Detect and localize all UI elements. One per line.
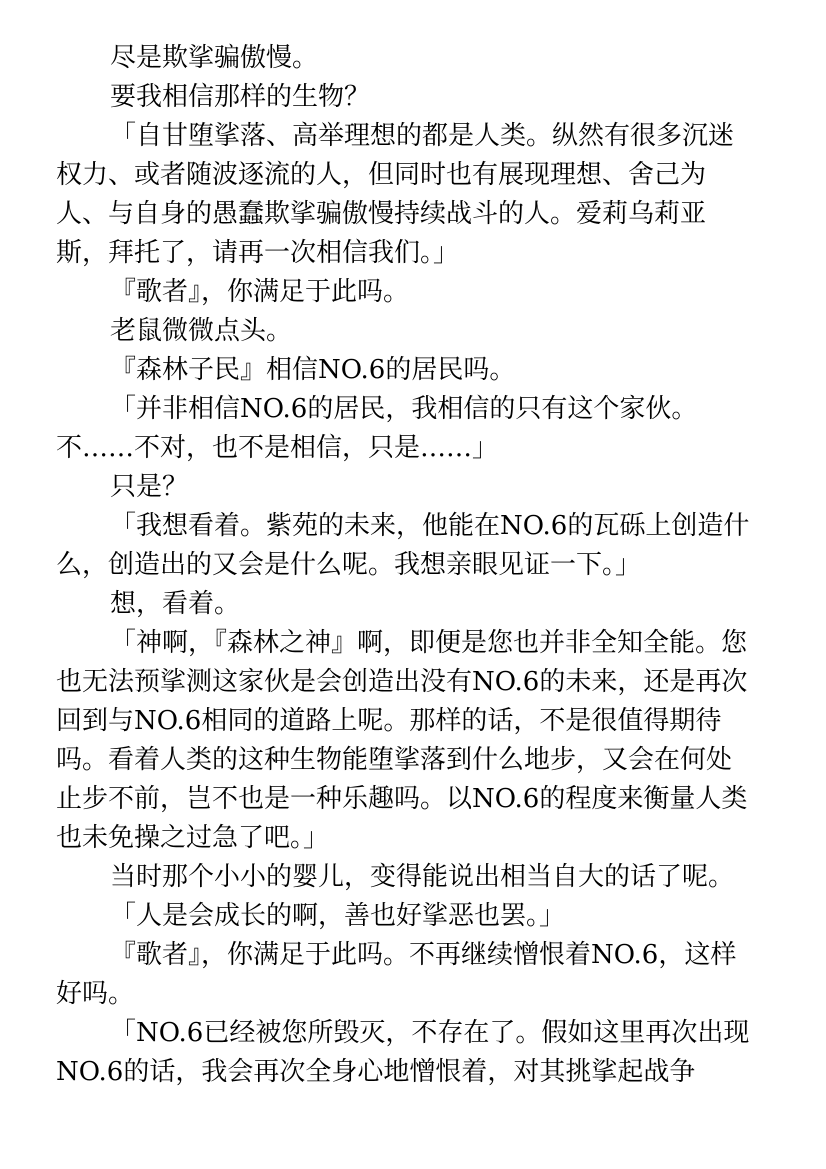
paragraph: 「人是会成长的啊，善也好挲恶也罢。」 xyxy=(110,901,566,931)
paragraph: 只是？ xyxy=(110,472,189,502)
paragraph: 想，看着。 xyxy=(110,589,241,619)
paragraph: 『歌者』，你满足于此吗。不再继续憎恨着NO.6，这样好吗。 xyxy=(56,940,737,1009)
paragraph: 「NO.6已经被您所毁灭，不存在了。假如这里再次出现NO.6的话，我会再次全身心地憎恨着，对其挑挲起战争 xyxy=(56,1018,750,1087)
paragraph: 当时那个小小的婴儿，变得能说出相当自大的话了呢。 xyxy=(110,862,735,892)
paragraph: 「并非相信NO.6的居民，我相信的只有这个家伙。不……不对，也不是相信，只是……」 xyxy=(56,394,698,463)
paragraph: 『森林子民』相信NO.6的居民吗。 xyxy=(110,355,516,385)
paragraph: 「我想看着。紫苑的未来，他能在NO.6的瓦砾上创造什么，创造出的又会是什么呢。我想亲眼见证一下。」 xyxy=(56,511,750,580)
paragraph: 『歌者』，你满足于此吗。 xyxy=(110,277,410,307)
paragraph: 老鼠微微点头。 xyxy=(110,316,293,346)
paragraph: 「神啊，『森林之神』啊，即便是您也并非全知全能。您也无法预挲测这家伙是会创造出没有NO.6的未来，还是再次回到与NO.6相同的道路上呢。那样的话，不是很值得期待吗。看着人类的这种生物能堕挲落到什么地步，又会在何处止步不前，岂不也是一种乐趣吗。以NO.6的程度来衡量人类也未免操之过急了吧。」 xyxy=(56,628,748,853)
paragraph: 尽是欺挲骗傲慢。 xyxy=(110,43,319,73)
body-text xyxy=(56,39,756,1092)
paragraph: 要我相信那样的生物？ xyxy=(110,82,371,112)
paragraph: 「自甘堕挲落、高举理想的都是人类。纵然有很多沉迷权力、或者随波逐流的人，但同时也有展现理想、舍己为人、与自身的愚蠢欺挲骗傲慢持续战斗的人。爱莉乌莉亚斯，拜托了，请再一次相信我们。」 xyxy=(56,121,735,268)
